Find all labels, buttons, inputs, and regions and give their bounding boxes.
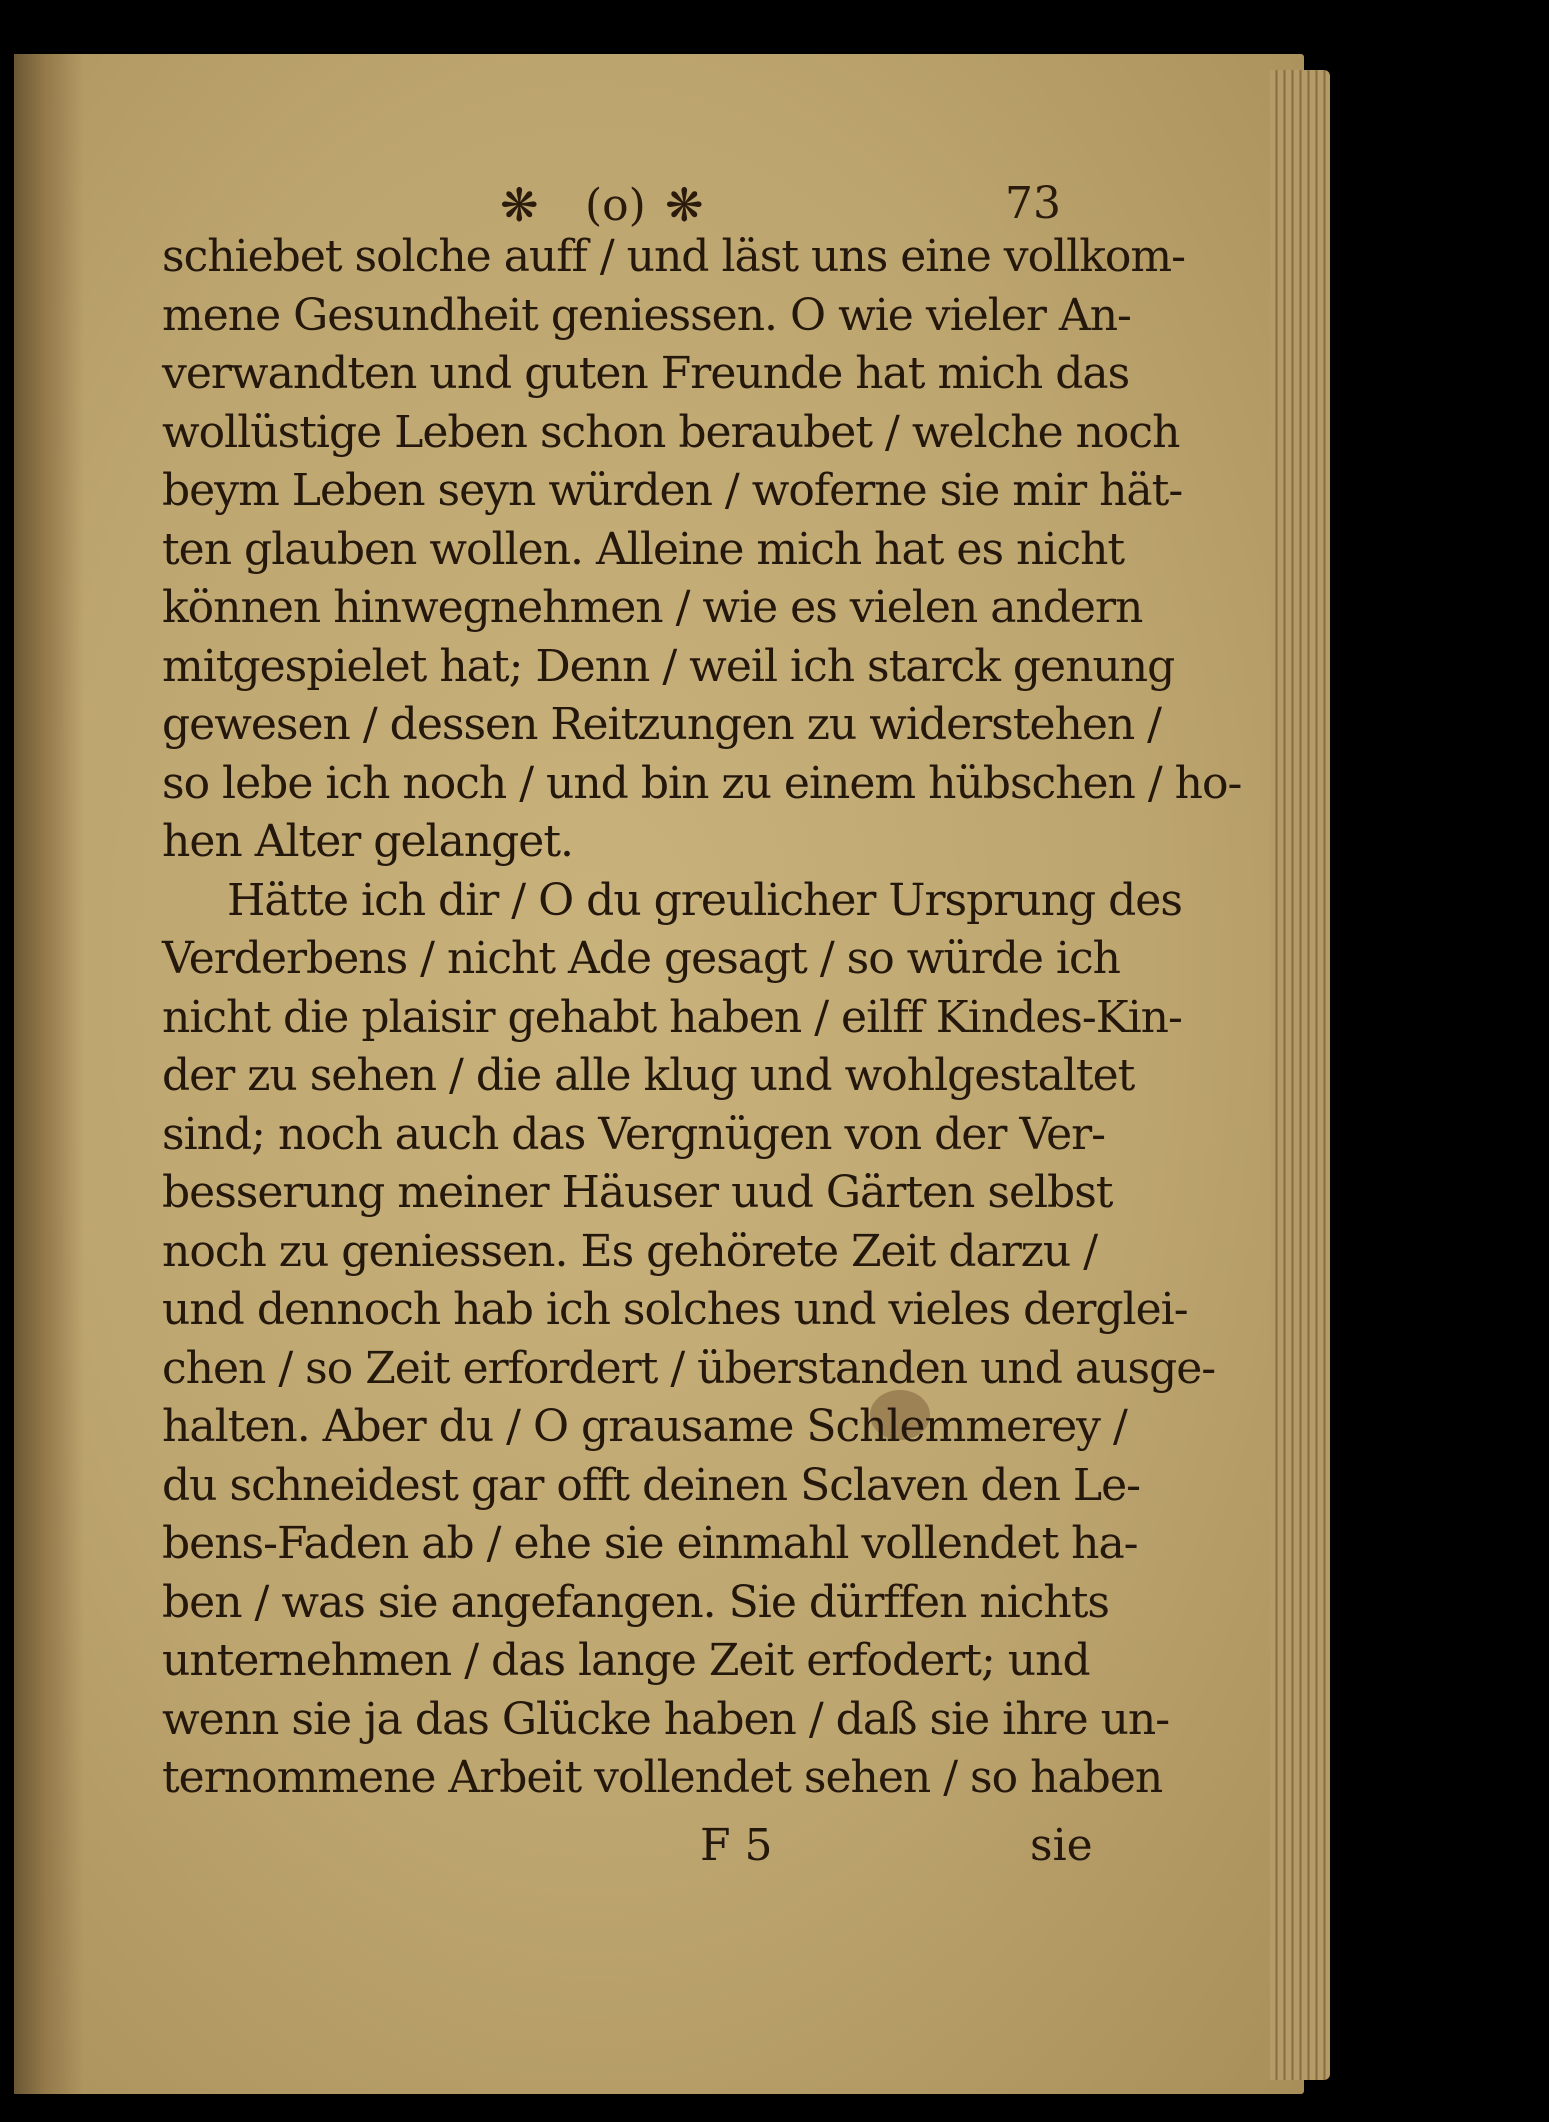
ornament-left-icon: ❋: [500, 178, 539, 232]
text-line: schiebet solche auff / und läst uns eine vollkom-: [162, 231, 1185, 282]
header-parenthesis: (o): [585, 180, 646, 231]
catchword: sie: [1030, 1820, 1093, 1871]
text-line: wenn sie ja das Glücke haben / daß sie ihre un-: [162, 1693, 1170, 1745]
text-line: noch zu geniessen. Es gehörete Zeit darzu /: [162, 1225, 1098, 1277]
text-line: ternommene Arbeit vollendet sehen / so haben: [162, 1752, 1163, 1803]
text-line: beym Leben seyn würden / woferne sie mir hät-: [162, 465, 1183, 516]
ornament-right-icon: ❋: [665, 178, 704, 232]
page-gutter: [14, 54, 84, 2094]
text-line: wollüstige Leben schon beraubet / welche noch: [162, 406, 1180, 458]
text-line: mitgespielet hat; Denn / weil ich starck genung: [162, 640, 1175, 692]
text-line: halten. Aber du / O grausame Schlemmerey /: [162, 1401, 1127, 1452]
text-line: verwandten und guten Freunde hat mich das: [162, 348, 1130, 399]
body-text: [162, 228, 1242, 1808]
text-line: chen / so Zeit erfordert / überstanden und ausge-: [162, 1342, 1216, 1394]
text-line: gewesen / dessen Reitzungen zu widerstehen /: [162, 699, 1162, 750]
text-line: ten glauben wollen. Alleine mich hat es nicht: [162, 523, 1125, 575]
page-number: 73: [1005, 178, 1061, 229]
text-line: können hinwegnehmen / wie es vielen andern: [162, 582, 1143, 633]
running-header: [500, 178, 1061, 234]
text-line: der zu sehen / die alle klug und wohlgestaltet: [162, 1050, 1135, 1101]
text-line: Verderbens / nicht Ade gesagt / so würde ich: [162, 933, 1120, 984]
text-line: nicht die plaisir gehabt haben / eilff Kindes-Kin-: [162, 991, 1182, 1043]
text-line: besserung meiner Häuser uud Gärten selbst: [162, 1167, 1113, 1218]
paragraph-start-line: Hätte ich dir / O du greulicher Ursprung des: [227, 874, 1182, 926]
page-footer: [700, 1820, 1093, 1880]
text-line: unternehmen / das lange Zeit erfodert; und: [162, 1635, 1090, 1686]
text-line: so lebe ich noch / und bin zu einem hübschen / ho-: [162, 757, 1242, 809]
text-line: hen Alter gelanget.: [162, 816, 574, 867]
text-line: mene Gesundheit geniessen. O wie vieler An-: [162, 289, 1131, 341]
text-line: bens-Faden ab / ehe sie einmahl vollendet ha-: [162, 1518, 1138, 1569]
text-line: und dennoch hab ich solches und vieles derglei-: [162, 1284, 1188, 1335]
text-line: du schneidest gar offt deinen Sclaven den Le-: [162, 1459, 1141, 1511]
signature-mark: F 5: [700, 1820, 773, 1871]
text-line: ben / was sie angefangen. Sie dürffen nichts: [162, 1576, 1109, 1628]
text-line: sind; noch auch das Vergnügen von der Ver-: [162, 1108, 1106, 1160]
page-edges: [1270, 70, 1330, 2080]
